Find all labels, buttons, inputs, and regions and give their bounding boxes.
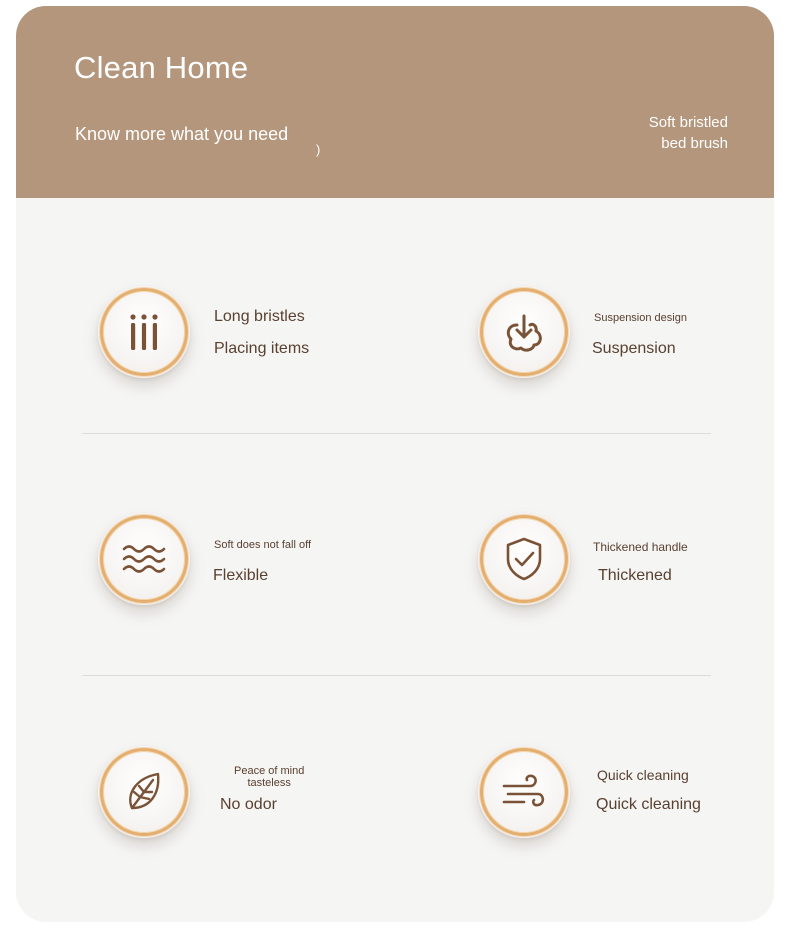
page-title: Clean Home [74, 50, 249, 85]
feature-title: Suspension design [594, 312, 687, 324]
icon-badge [98, 286, 190, 378]
icon-badge [478, 513, 570, 605]
wind-icon [480, 748, 568, 836]
header-banner [16, 6, 774, 198]
subtitle: Know more what you need [75, 124, 289, 144]
download-icon [480, 288, 568, 376]
product-name-line2: bed brush [661, 135, 728, 152]
icon-badge [98, 746, 190, 838]
leaf-icon [100, 748, 188, 836]
icon-badge [98, 513, 190, 605]
feature-subtitle: Flexible [213, 567, 269, 584]
feature-flexible [98, 513, 438, 623]
row-divider [82, 433, 711, 434]
product-name-line1: Soft bristled [648, 114, 728, 131]
feature-subtitle: Quick cleaning [596, 796, 701, 813]
feature-title: Thickened handle [593, 540, 688, 554]
chevron-right-icon: ) [316, 142, 321, 157]
feature-title-line1: Peace of mind [234, 765, 305, 777]
feature-thickened [478, 513, 774, 623]
feature-subtitle: Placing items [214, 340, 310, 357]
feature-long-bristles [98, 286, 438, 396]
feature-suspension [478, 286, 774, 396]
feature-title [234, 765, 304, 789]
feature-title: Quick cleaning [597, 767, 689, 783]
icon-badge [478, 746, 570, 838]
bristles-icon [100, 288, 188, 376]
shield-check-icon [480, 515, 568, 603]
wave-icon [100, 515, 188, 603]
feature-subtitle: Thickened [598, 567, 672, 584]
feature-no-odor [98, 746, 438, 856]
icon-badge [478, 286, 570, 378]
feature-title: Soft does not fall off [214, 539, 312, 551]
feature-quick-cleaning [478, 746, 774, 856]
feature-subtitle: No odor [220, 796, 277, 813]
product-name [588, 112, 728, 154]
product-card [16, 6, 774, 922]
row-divider [82, 675, 711, 676]
feature-subtitle: Suspension [592, 340, 676, 357]
feature-title-line2: tasteless [247, 777, 291, 789]
feature-title: Long bristles [214, 308, 305, 325]
